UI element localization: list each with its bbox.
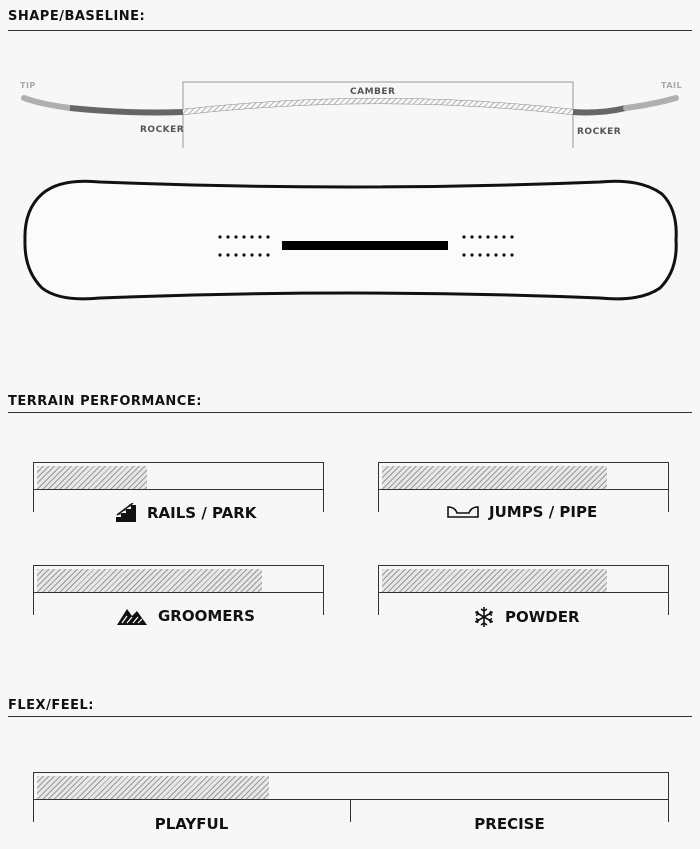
flex-precise-label: PRECISE <box>474 815 545 833</box>
tail-segment <box>626 98 676 108</box>
jumps-pipe-label <box>447 503 597 521</box>
powder-text: POWDER <box>505 608 580 626</box>
powder-icon <box>473 606 495 628</box>
board-outline <box>25 181 676 299</box>
flex-meter <box>33 772 669 799</box>
flex-playful-label: PLAYFUL <box>154 815 229 833</box>
groomers-meter <box>33 565 324 592</box>
powder-meter <box>378 565 669 592</box>
rails-park-icon <box>115 503 137 523</box>
insert-bar <box>282 241 448 250</box>
flex-section-title: FLEX/FEEL: <box>8 698 94 713</box>
rails-park-label <box>115 503 256 523</box>
groomers-text: GROOMERS <box>158 607 255 625</box>
shape-section-title: SHAPE/BASELINE: <box>8 9 146 24</box>
flex-meter-fill <box>37 776 269 799</box>
jumps-pipe-meter-fill <box>382 466 607 489</box>
shape-section-rule <box>8 30 692 31</box>
terrain-section-rule <box>8 412 692 413</box>
rocker-left-segment <box>70 108 183 113</box>
rocker-left-label: ROCKER <box>140 125 185 135</box>
jumps-pipe-icon <box>447 504 479 520</box>
groomers-meter-fill <box>37 569 262 592</box>
tail-label: TAIL <box>661 81 683 90</box>
flex-section-rule <box>8 716 692 717</box>
powder-meter-fill <box>382 569 607 592</box>
rails-park-meter <box>33 462 324 489</box>
rocker-right-label: ROCKER <box>577 127 622 137</box>
tip-label: TIP <box>20 81 36 90</box>
groomers-icon <box>116 606 148 626</box>
rails-park-meter-fill <box>37 466 147 489</box>
camber-profile-diagram <box>0 70 700 160</box>
jumps-pipe-text: JUMPS / PIPE <box>489 503 598 521</box>
camber-label: CAMBER <box>350 87 396 97</box>
powder-label <box>473 606 580 628</box>
jumps-pipe-meter <box>378 462 669 489</box>
snowboard-shape-diagram <box>0 170 700 320</box>
groomers-label <box>116 606 255 626</box>
rocker-right-segment <box>573 108 626 113</box>
tip-segment <box>24 98 70 108</box>
rails-park-text: RAILS / PARK <box>147 504 257 522</box>
terrain-section-title: TERRAIN PERFORMANCE: <box>8 394 202 409</box>
